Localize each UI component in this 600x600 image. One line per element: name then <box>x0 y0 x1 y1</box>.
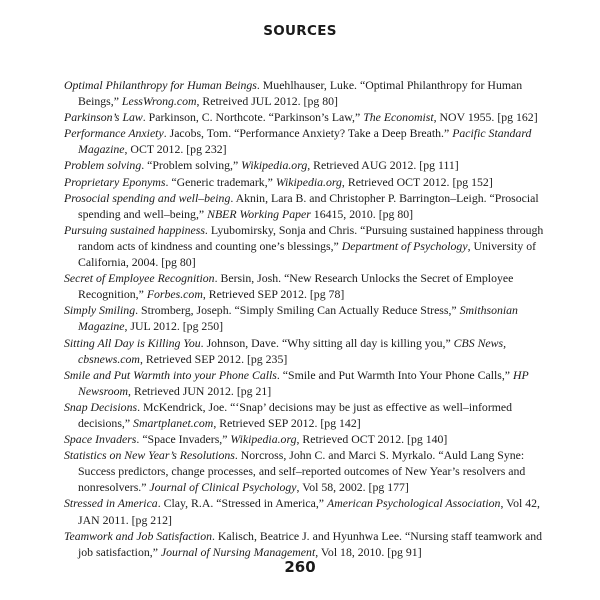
list-item <box>64 109 554 125</box>
list-item <box>64 495 554 527</box>
list-item <box>64 399 554 431</box>
list-item <box>64 174 554 190</box>
entry-publication: Wikipedia.org <box>275 174 342 189</box>
entry-publication: Forbes.com <box>146 287 203 302</box>
entry-article: “Performance Anxiety? Take a Deep Breath.” <box>234 126 453 141</box>
entry-article: “New Research Unlocks the Secret of Employee Recognition,” <box>78 271 514 302</box>
entry-authors: . Norcross, John C. and Marci S. Myrkalo. <box>234 448 439 463</box>
entry-article: “Parkinson’s Law,” <box>268 110 364 125</box>
entry-publication: Smithsonian Magazine <box>78 303 518 334</box>
entry-publication: The Economist <box>363 110 434 125</box>
entry-details: , Retreived JUL 2012. [pg 80] <box>196 94 338 109</box>
list-item <box>64 190 554 222</box>
entry-authors: . <box>276 367 283 382</box>
entry-article: “Nursing staff teamwork and job satisfaction,” <box>78 528 543 559</box>
entry-publication: NBER Working Paper <box>207 206 311 221</box>
entry-article: “Problem solving,” <box>147 158 242 173</box>
entry-authors: . McKendrick, Joe. <box>137 399 231 414</box>
entry-article: “Generic trademark,” <box>171 174 276 189</box>
entry-publication: Department of Psychology <box>341 238 468 253</box>
list-item <box>64 125 554 157</box>
entry-article: “‘Snap’ decisions may be just as effective as well–informed decisions,” <box>78 399 513 430</box>
entry-article: “Auld Lang Syne: Success predictors, change processes, and self–reported outcomes of New Year’s resolvers and nonresolvers.” <box>78 448 526 495</box>
list-item <box>64 222 554 270</box>
entry-authors: . Jacobs, Tom. <box>163 126 235 141</box>
entry-details: , University of California, 2004. [pg 80] <box>78 238 537 270</box>
entry-publication: LessWrong.com <box>121 94 197 109</box>
list-item <box>64 367 554 399</box>
entry-details: , Retrieved SEP 2012. [pg 78] <box>202 287 345 302</box>
entry-title: Proprietary Eponyms <box>64 174 166 189</box>
entry-publication: CBS News, cbsnews.com <box>78 335 507 366</box>
list-item <box>64 528 554 560</box>
entry-title: Sitting All Day is Killing You <box>64 335 201 350</box>
entry-authors: . Johnson, Dave. <box>200 335 282 350</box>
entry-authors: . <box>165 174 172 189</box>
entry-publication: Smartplanet.com <box>133 415 214 430</box>
entry-article: “Optimal Philanthropy for Human Beings,” <box>78 78 523 109</box>
entry-details: , Retrieved OCT 2012. [pg 140] <box>296 432 448 447</box>
entry-title: Secret of Employee Recognition <box>64 271 215 286</box>
entry-details: , Retrieved SEP 2012. [pg 235] <box>139 351 288 366</box>
entry-article: “Pursuing sustained happiness through random acts of kindness and counting one’s blessings,” <box>78 222 544 253</box>
entry-details: , Retrieved SEP 2012. [pg 142] <box>213 415 361 430</box>
entry-authors: . <box>136 432 143 447</box>
entry-title: Snap Decisions <box>64 399 138 414</box>
entry-title: Optimal Philanthropy for Human Beings <box>64 78 257 92</box>
entry-publication: Journal of Nursing Management <box>160 544 316 559</box>
list-item <box>64 335 554 367</box>
entry-article: “Prosocial spending and well–being,” <box>78 190 539 221</box>
entry-publication: Wikipedia.org <box>230 432 297 447</box>
entry-publication: Journal of Clinical Psychology <box>149 480 297 495</box>
entry-details: , OCT 2012. [pg 232] <box>124 142 227 157</box>
entry-title: Space Invaders <box>64 432 137 447</box>
entry-details: , Vol 18, 2010. [pg 91] <box>315 544 422 559</box>
list-item <box>64 157 554 173</box>
entry-article: “Space Invaders,” <box>142 432 231 447</box>
entry-publication: HP Newsroom <box>78 367 529 398</box>
entry-authors: . Lyubomirsky, Sonja and Chris. <box>204 222 361 237</box>
entry-title: Parkinson’s Law <box>64 110 143 125</box>
list-item <box>64 447 554 495</box>
sources-list <box>64 77 554 560</box>
entry-details: , Retrieved JUN 2012. [pg 21] <box>128 383 272 398</box>
entry-article: “Stressed in America,” <box>216 496 327 511</box>
entry-title: Simply Smiling <box>64 303 136 318</box>
list-item <box>64 431 554 447</box>
entry-publication: Pacific Standard Magazine <box>78 126 532 157</box>
entry-title: Stressed in America <box>64 496 158 511</box>
entry-title: Pursuing sustained happiness <box>64 222 205 237</box>
page-number: 260 <box>284 558 316 576</box>
entry-details: 16415, 2010. [pg 80] <box>310 206 414 221</box>
entry-details: , Retrieved AUG 2012. [pg 111] <box>307 158 459 173</box>
list-item <box>64 77 554 109</box>
entry-authors: . Clay, R.A. <box>157 496 217 511</box>
entry-details: , Vol 58, 2002. [pg 177] <box>296 480 409 495</box>
entry-authors: . <box>141 158 148 173</box>
entry-authors: . Kalisch, Beatrice J. and Hyunhwa Lee. <box>212 528 405 543</box>
entry-title: Prosocial spending and well–being <box>64 190 231 205</box>
entry-publication: American Psychological Association <box>327 496 501 511</box>
entry-authors: . Aknin, Lara B. and Christopher P. Barrington–Leigh. <box>230 190 490 205</box>
entry-authors: . Muehlhauser, Luke. <box>256 78 360 92</box>
entry-authors: . Bersin, Josh. <box>214 271 285 286</box>
page-title: SOURCES <box>263 23 337 39</box>
entry-publication: Wikipedia.org <box>241 158 308 173</box>
entry-details: , JUL 2012. [pg 250] <box>124 319 224 334</box>
entry-article: “Smile and Put Warmth Into Your Phone Calls,” <box>282 367 513 382</box>
entry-authors: . Parkinson, C. Northcote. <box>142 110 269 125</box>
entry-details: , NOV 1955. [pg 162] <box>433 110 538 125</box>
entry-article: “Simply Smiling Can Actually Reduce Stress,” <box>234 303 460 318</box>
entry-authors: . Stromberg, Joseph. <box>135 303 235 318</box>
entry-details: , Vol 42, JAN 2011. [pg 212] <box>78 496 540 527</box>
entry-title: Statistics on New Year’s Resolutions <box>64 448 235 463</box>
entry-details: , Retrieved OCT 2012. [pg 152] <box>341 174 493 189</box>
entry-title: Teamwork and Job Satisfaction <box>64 528 213 543</box>
entry-article: “Why sitting all day is killing you,” <box>281 335 454 350</box>
list-item <box>64 302 554 334</box>
entry-title: Problem solving <box>64 158 142 173</box>
entry-title: Smile and Put Warmth into your Phone Calls <box>64 367 277 382</box>
entry-title: Performance Anxiety <box>64 126 164 141</box>
list-item <box>64 270 554 302</box>
